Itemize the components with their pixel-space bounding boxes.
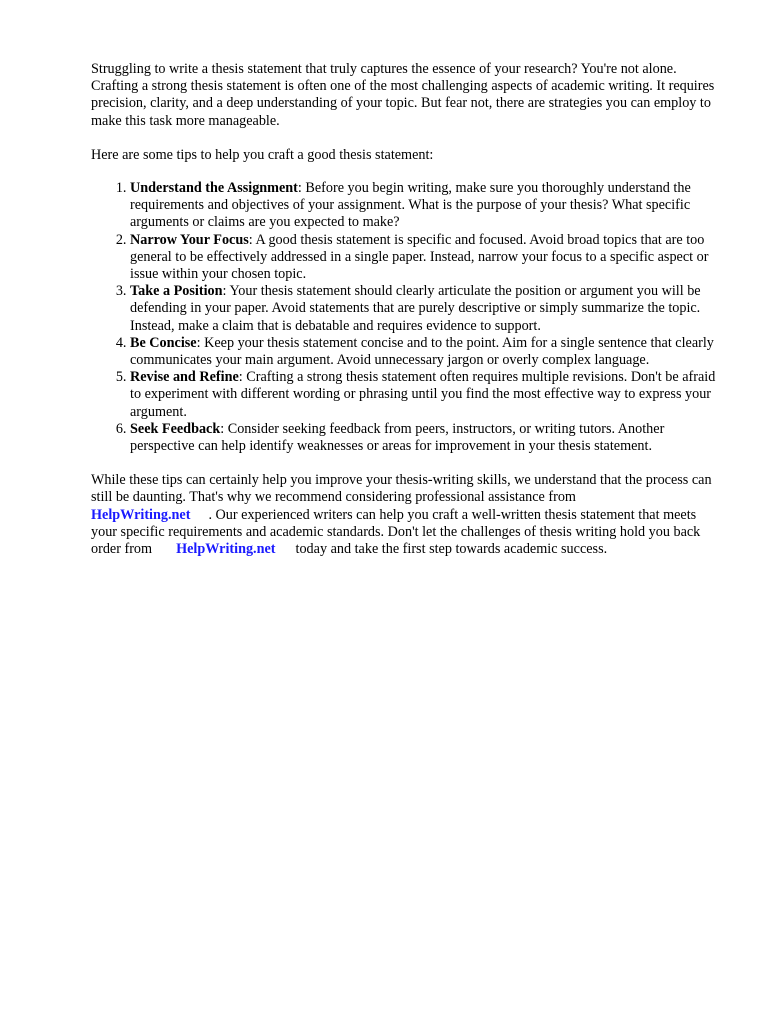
tip-text: : Keep your thesis statement concise and to the point. Aim for a single sentence that clearly communicates your main argument. Avoid unnecessary jargon or overly complex language. bbox=[130, 334, 714, 369]
tip-title: Be Concise bbox=[130, 334, 197, 351]
intro-paragraph: Struggling to write a thesis statement that truly captures the essence of your research? You're not alone. Crafting a strong thesis statement is often one of the most challenging aspects of academic writing. It requires precision, clarity, and a deep understanding of your topic. But fear not, there are strategies you can employ to make this task more manageable. bbox=[91, 61, 715, 129]
list-item bbox=[130, 180, 721, 232]
tips-lead-paragraph: Here are some tips to help you craft a good thesis statement: bbox=[91, 146, 434, 163]
closing-text-4: today and take the first step towards academic success. bbox=[295, 541, 608, 558]
list-item bbox=[130, 369, 721, 421]
tip-text: : Consider seeking feedback from peers, instructors, or writing tutors. Another perspective can help identify weaknesses or areas for improvement in your thesis statement. bbox=[130, 420, 665, 455]
tip-text: : Before you begin writing, make sure you thoroughly understand the requirements and objectives of your assignment. What is the purpose of your thesis? What specific arguments or claims are you expected to make? bbox=[130, 180, 691, 231]
list-item bbox=[130, 335, 721, 369]
list-item bbox=[130, 283, 721, 335]
helpwriting-link-2[interactable]: HelpWriting.net bbox=[176, 541, 276, 558]
closing-text-2: . Our experienced writers can help you craft a well-written thesis statement that meets your specific requirements and academic standards. Don't let the challenges of thesis writing hold you back bbox=[91, 506, 701, 540]
list-item bbox=[130, 421, 721, 455]
tip-title: Take a Position bbox=[130, 283, 223, 300]
tip-text: : Crafting a strong thesis statement often requires multiple revisions. Don't be afraid to experiment with different wording or phrasing until you find the most effective way to express your argument. bbox=[130, 369, 716, 420]
tips-list bbox=[91, 180, 721, 455]
document-page bbox=[91, 61, 721, 558]
tip-title: Seek Feedback bbox=[130, 420, 221, 437]
closing-text-1: While these tips can certainly help you improve your thesis-writing skills, we understand that the process can still be daunting. That's why we recommend considering professional assistance from bbox=[91, 472, 712, 506]
tip-text: : A good thesis statement is specific and focused. Avoid broad topics that are too general to be effectively addressed in a single paper. Instead, narrow your focus to a specific aspect or issue within your chosen topic. bbox=[130, 231, 709, 283]
closing-paragraph bbox=[91, 472, 721, 558]
tip-title: Understand the Assignment bbox=[130, 180, 298, 197]
list-item bbox=[130, 232, 721, 284]
tip-text: : Your thesis statement should clearly articulate the position or argument you will be defending in your paper. Avoid statements that are purely descriptive or simply summarize the topic. Instead, make a claim that is debatable and requires evidence to support. bbox=[130, 283, 701, 334]
helpwriting-link-1[interactable]: HelpWriting.net bbox=[91, 506, 191, 523]
tip-title: Revise and Refine bbox=[130, 369, 239, 386]
tip-title: Narrow Your Focus bbox=[130, 231, 249, 248]
closing-text-3: order from bbox=[91, 541, 153, 558]
